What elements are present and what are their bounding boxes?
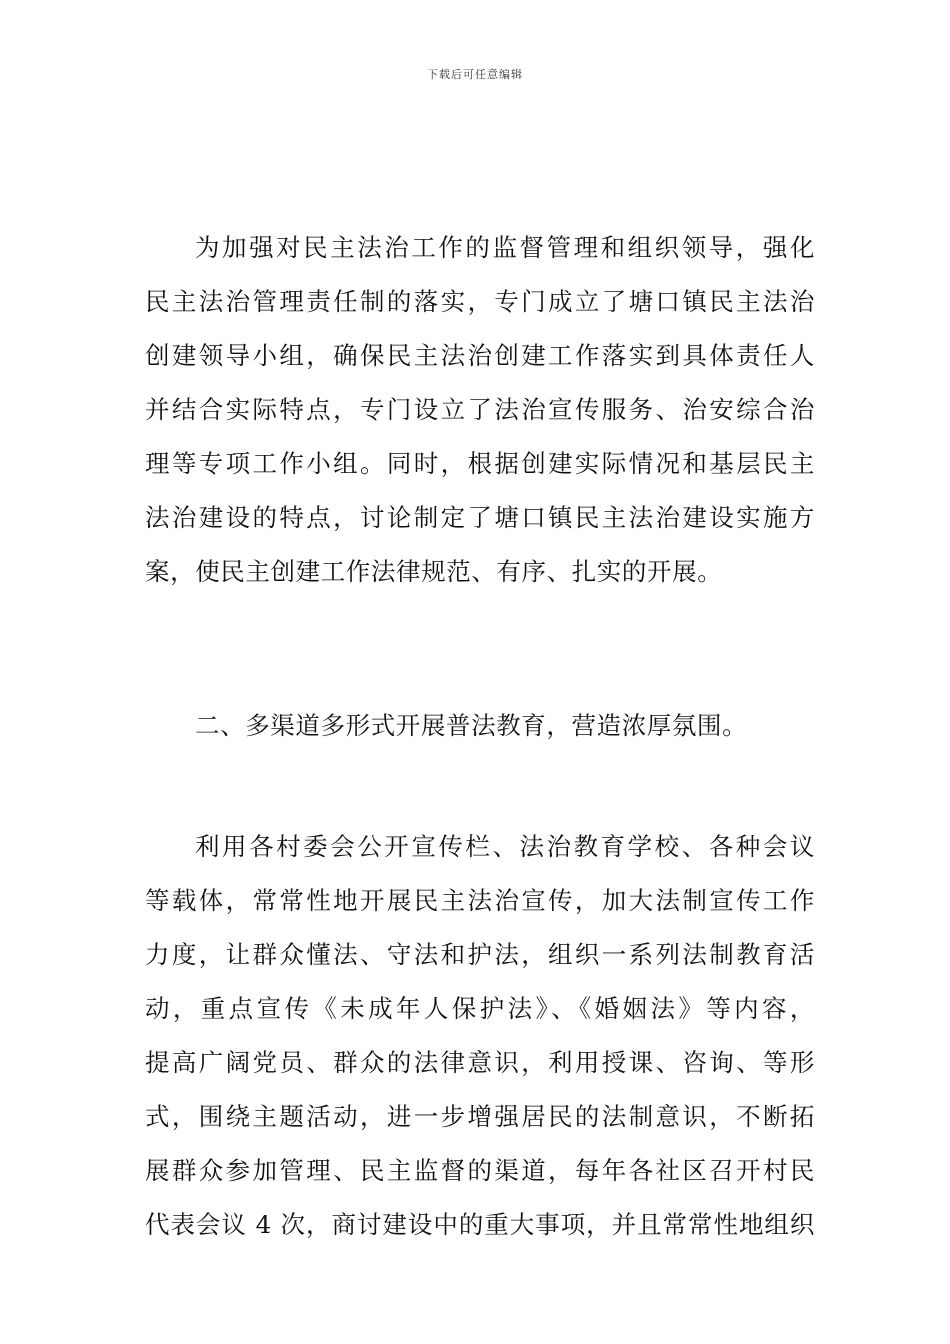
- paragraph-line: 等载体，常常性地开展民主法治宣传，加大法制宣传工作: [145, 886, 815, 915]
- paragraph-line: 提高广阔党员、群众的法律意识，利用授课、咨询、等形: [145, 1048, 815, 1077]
- paragraph-line: 动，重点宣传《未成年人保护法》、《婚姻法》等内容，: [145, 994, 815, 1023]
- paragraph-line: 为加强对民主法治工作的监督管理和组织领导，强化: [195, 233, 815, 262]
- paragraph-line: 展群众参加管理、民主监督的渠道，每年各社区召开村民: [145, 1156, 815, 1185]
- paragraph-line: 案，使民主创建工作法律规范、有序、扎实的开展。: [145, 557, 723, 586]
- header-note: 下载后可任意编辑: [427, 68, 523, 81]
- paragraph-line: 利用各村委会公开宣传栏、法治教育学校、各种会议: [195, 832, 815, 861]
- paragraph-line: 力度，让群众懂法、守法和护法，组织一系列法制教育活: [145, 940, 815, 969]
- paragraph-line: 式，围绕主题活动，进一步增强居民的法制意识，不断拓: [145, 1102, 815, 1131]
- paragraph-line: 并结合实际特点，专门设立了法治宣传服务、治安综合治: [145, 395, 815, 424]
- paragraph-line: 民主法治管理责任制的落实，专门成立了塘口镇民主法治: [145, 287, 815, 316]
- paragraph-line: 创建领导小组，确保民主法治创建工作落实到具体责任人: [145, 341, 815, 370]
- paragraph-line: 法治建设的特点，讨论制定了塘口镇民主法治建设实施方: [145, 503, 815, 532]
- paragraph-line: 理等专项工作小组。同时，根据创建实际情况和基层民主: [145, 449, 815, 478]
- paragraph-line: 代表会议 4 次，商讨建设中的重大事项，并且常常性地组织: [145, 1210, 815, 1239]
- section-heading: 二、多渠道多形式开展普法教育，营造浓厚氛围。: [195, 711, 748, 740]
